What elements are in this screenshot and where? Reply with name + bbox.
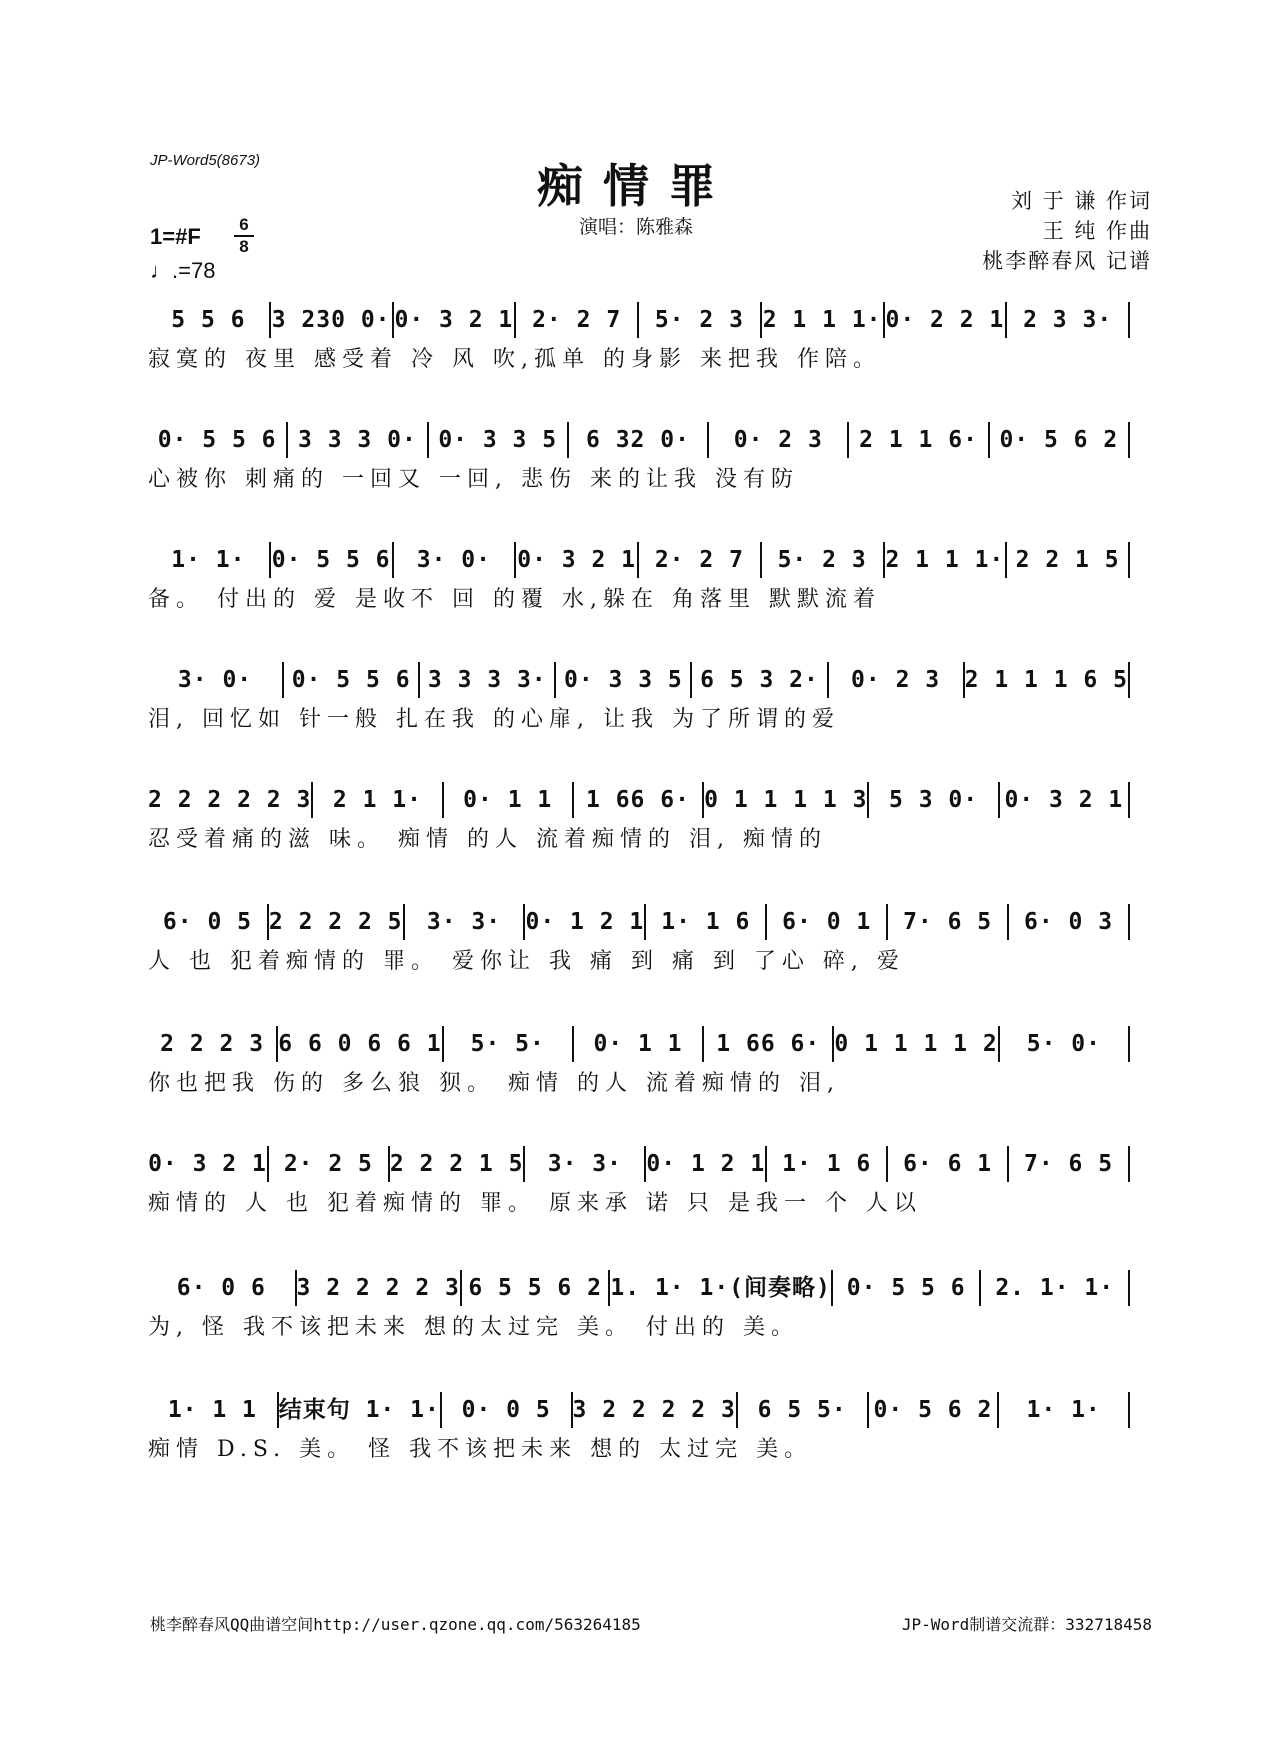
- measure: 0· 5 5 6: [148, 422, 288, 458]
- measure: 5· 0·: [1000, 1026, 1130, 1062]
- score-row: [148, 1390, 1130, 1466]
- measure: 0· 5 5 6: [284, 662, 420, 698]
- measure: 6 32 0·: [569, 422, 709, 458]
- measure: 1. 1· 1·(间奏略): [610, 1270, 832, 1306]
- measure: 2 2 2 3: [148, 1026, 278, 1062]
- measure: 2 1 1 1 6 5: [965, 662, 1130, 698]
- measure: 6 6 0 6 6 1: [278, 1026, 443, 1062]
- measure: 3· 0·: [394, 542, 517, 578]
- measure: 1· 1 6: [767, 1146, 888, 1182]
- time-bottom: 8: [239, 237, 249, 256]
- score-row: [148, 660, 1130, 736]
- measure: 6· 0 3: [1009, 904, 1130, 940]
- measure: 0· 1 1: [444, 782, 574, 818]
- measure: 6· 6 1: [888, 1146, 1009, 1182]
- measure: 2· 2 5: [269, 1146, 390, 1182]
- score-row: [148, 1024, 1130, 1100]
- lyrics-line: 为, 怪 我不该把未来 想的太过完 美。 付出的 美。: [148, 1315, 799, 1340]
- singer: 演唱：陈雅森: [578, 216, 693, 238]
- notes-line: [148, 902, 1130, 942]
- notes-line: [148, 660, 1130, 700]
- measure: 7· 6 5: [888, 904, 1009, 940]
- measure: 6 5 5·: [738, 1392, 869, 1428]
- measure: 2 1 1 6·: [849, 422, 989, 458]
- measure: 1 66 6·: [704, 1026, 834, 1062]
- measure: 2 1 1 1·: [885, 542, 1008, 578]
- key-signature: 1=#F: [150, 224, 201, 249]
- measure: 7· 6 5: [1009, 1146, 1130, 1182]
- measure: 2 3 3·: [1007, 302, 1130, 338]
- lyrics-line: 你也把我 伤的 多么狼 狈。 痴情 的人 流着痴情的 泪,: [148, 1071, 840, 1096]
- measure: 2 2 1 5: [1007, 542, 1130, 578]
- measure: 0· 5 5 6: [271, 542, 394, 578]
- measure: 3 2 2 2 2 3: [297, 1270, 462, 1306]
- measure: 6· 0 1: [767, 904, 888, 940]
- measure: 2 1 1 1·: [762, 302, 885, 338]
- measure: 0· 5 5 6: [833, 1270, 982, 1306]
- measure: 2 2 2 2 2 3: [148, 782, 313, 818]
- tempo: ♩.=78: [150, 258, 216, 283]
- notes-line: [148, 420, 1130, 460]
- credits: [982, 186, 1152, 276]
- transcriber: 桃李醉春风 记谱: [982, 249, 1152, 273]
- measure: 3 230 0·: [271, 302, 394, 338]
- notes-line: [148, 300, 1130, 340]
- measure: 6 5 5 6 2: [462, 1270, 611, 1306]
- measure: 1· 1 6: [646, 904, 767, 940]
- measure: 0· 1 2 1: [646, 1146, 767, 1182]
- lyrics-line: 备。 付出的 爱 是收不 回 的覆 水,躲在 角落里 默默流着: [148, 587, 881, 612]
- measure: 0· 2 3: [709, 422, 849, 458]
- measure: 0· 0 5: [442, 1392, 573, 1428]
- lyrics-line: 泪, 回忆如 针一般 扎在我 的心扉, 让我 为了所谓的爱: [148, 707, 840, 732]
- software-label: JP-Word5(8673): [150, 152, 261, 169]
- measure: 3 3 3 3·: [420, 662, 556, 698]
- measure: 0· 1 1: [574, 1026, 704, 1062]
- measure: 3· 3·: [405, 904, 526, 940]
- lyrics-line: 痴情 D.S. 美。 怪 我不该把未来 想的 太过完 美。: [148, 1437, 813, 1462]
- measure: 0· 2 3: [829, 662, 965, 698]
- measure: 5· 5·: [444, 1026, 574, 1062]
- lyrics-line: 人 也 犯着痴情的 罪。 爱你让 我 痛 到 痛 到 了心 碎, 爱: [148, 949, 905, 974]
- score-row: [148, 1144, 1130, 1220]
- notes-line: [148, 1390, 1130, 1430]
- song-title: 痴情罪: [537, 159, 735, 213]
- footer-left: 桃李醉春风QQ曲谱空间http://user.qzone.qq.com/563264185: [150, 1615, 641, 1634]
- measure: 0· 3 2 1: [394, 302, 517, 338]
- score-row: [148, 540, 1130, 616]
- measure: 5 5 6: [148, 302, 271, 338]
- notes-line: [148, 1024, 1130, 1064]
- measure: 3 3 3 0·: [288, 422, 428, 458]
- lyrics-line: 痴情的 人 也 犯着痴情的 罪。 原来承 诺 只 是我一 个 人以: [148, 1191, 922, 1216]
- measure: 2 2 2 2 5: [269, 904, 405, 940]
- measure: 1· 1·: [999, 1392, 1130, 1428]
- measure: 0· 3 2 1: [1000, 782, 1130, 818]
- notes-line: [148, 540, 1130, 580]
- composer: 王 纯 作曲: [1042, 219, 1152, 243]
- measure: 2· 2 7: [639, 542, 762, 578]
- measure: 1· 1·: [148, 542, 271, 578]
- measure: 0· 3 3 5: [429, 422, 569, 458]
- measure: 2 1 1·: [313, 782, 443, 818]
- measure: 6· 0 5: [148, 904, 269, 940]
- measure: 6 5 3 2·: [692, 662, 828, 698]
- time-signature: [232, 216, 256, 256]
- measure: 0· 3 3 5: [556, 662, 692, 698]
- footer-right: JP-Word制谱交流群：332718458: [901, 1615, 1152, 1634]
- notes-line: [148, 1268, 1130, 1308]
- measure: 0· 3 2 1: [148, 1146, 269, 1182]
- measure: 5 3 0·: [869, 782, 999, 818]
- measure: 0· 1 2 1: [525, 904, 646, 940]
- measure: 2· 2 7: [516, 302, 639, 338]
- measure: 3 2 2 2 2 3: [573, 1392, 738, 1428]
- measure: 3· 3·: [525, 1146, 646, 1182]
- measure: 1 66 6·: [574, 782, 704, 818]
- score-row: [148, 300, 1130, 376]
- measure: 2 2 2 1 5: [390, 1146, 526, 1182]
- measure: 0· 5 6 2: [869, 1392, 1000, 1428]
- score-row: [148, 780, 1130, 856]
- measure: 5· 2 3: [762, 542, 885, 578]
- measure: 3· 0·: [148, 662, 284, 698]
- measure: 0· 5 6 2: [990, 422, 1130, 458]
- measure: 6· 0 6: [148, 1270, 297, 1306]
- time-top: 6: [239, 215, 249, 234]
- measure: 结束句 1· 1·: [279, 1392, 442, 1428]
- measure: 1· 1 1: [148, 1392, 279, 1428]
- lyrics-line: 心被你 刺痛的 一回又 一回, 悲伤 来的让我 没有防: [148, 467, 799, 492]
- measure: 0· 2 2 1: [885, 302, 1008, 338]
- lyrics-line: 寂寞的 夜里 感受着 冷 风 吹,孤单 的身影 来把我 作陪。: [148, 347, 881, 372]
- notes-line: [148, 780, 1130, 820]
- measure: 0 1 1 1 1 3: [704, 782, 869, 818]
- measure: 5· 2 3: [639, 302, 762, 338]
- measure: 0 1 1 1 1 2: [834, 1026, 999, 1062]
- measure: 0· 3 2 1: [516, 542, 639, 578]
- measure: 2. 1· 1·: [981, 1270, 1130, 1306]
- score-row: [148, 420, 1130, 496]
- notes-line: [148, 1144, 1130, 1184]
- lyrics-line: 忍受着痛的滋 味。 痴情 的人 流着痴情的 泪, 痴情的: [148, 827, 827, 852]
- lyricist: 刘 于 谦 作词: [1010, 189, 1152, 213]
- score-row: [148, 902, 1130, 978]
- score-row: [148, 1268, 1130, 1344]
